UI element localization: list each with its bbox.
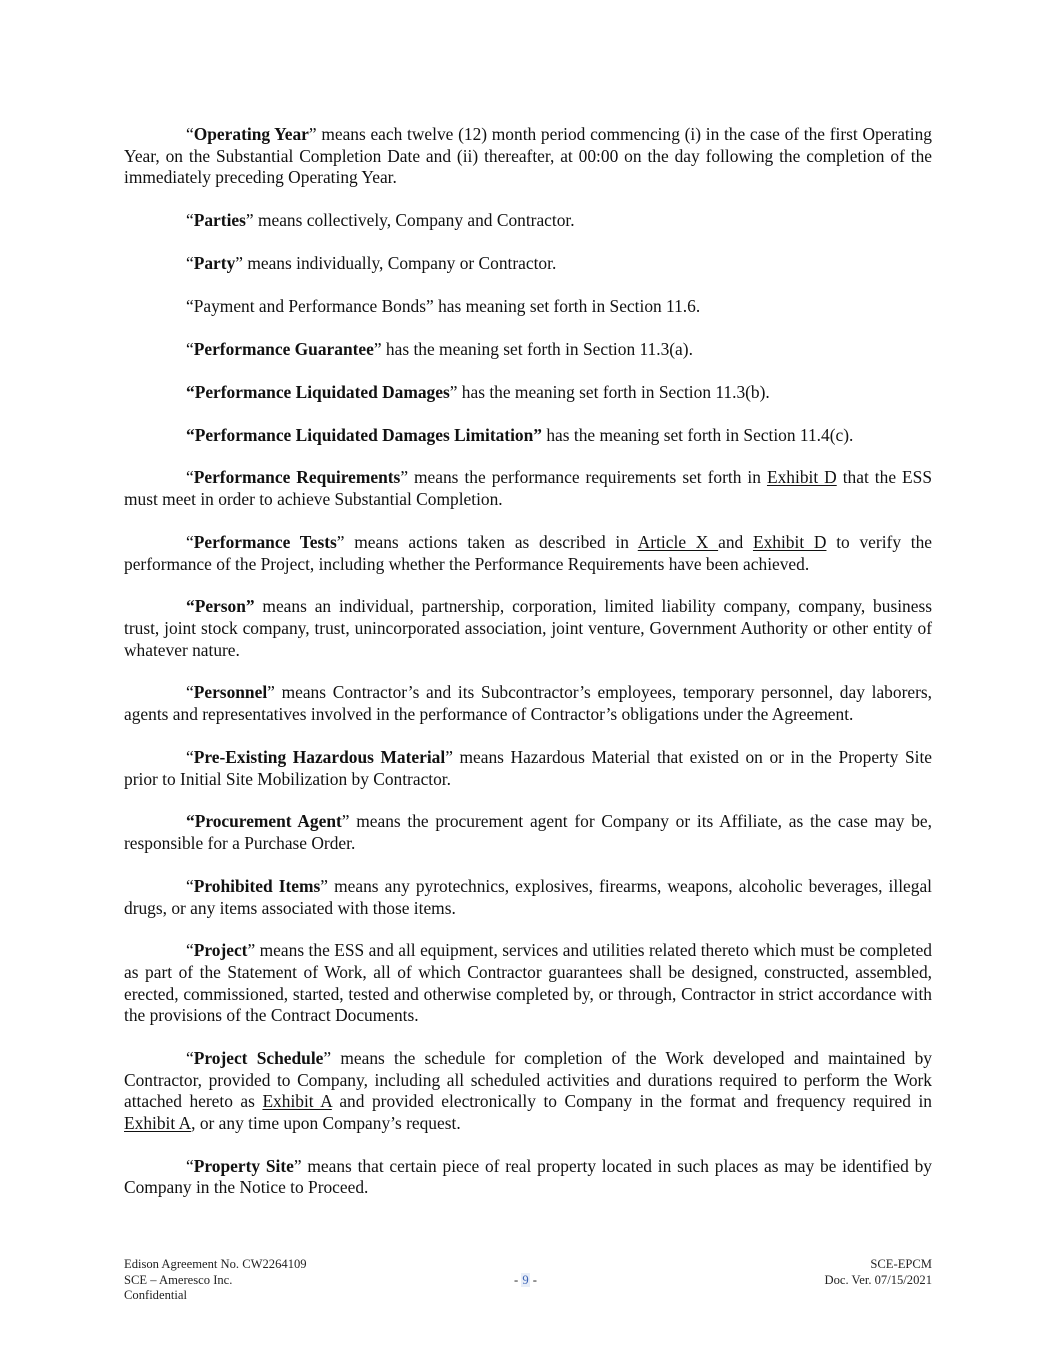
definition-paragraph bbox=[124, 339, 932, 361]
definition-text: ” means any pyrotechnics, explosives, firearms, weapons, alcoholic beverages, illegal drugs, or any items associated with those items. bbox=[124, 875, 933, 918]
definition-text: to verify the performance of the Project, including whether the Performance Requirements have been achieved. bbox=[124, 531, 932, 574]
definition-text: ” means Contractor’s and its Subcontractor’s employees, temporary personnel, day laborers, agents and representatives involved in the performance of Contractor’s obligations under the Agreement. bbox=[124, 682, 932, 725]
definition-text: “ bbox=[186, 1048, 194, 1069]
definition-text: “ bbox=[186, 531, 194, 552]
definition-text: “ bbox=[186, 875, 194, 896]
defined-term: “Performance Liquidated Damages bbox=[186, 381, 450, 402]
definition-text: ” means each twelve (12) month period commencing (i) in the case of the first Operating Year, on the Substantial Completion Date and (ii) thereafter, at 00:00 on the day following the completion of the immediately preceding Operating Year. bbox=[124, 124, 932, 188]
defined-term: Performance Requirements bbox=[193, 467, 401, 488]
defined-term: Party bbox=[193, 252, 236, 273]
definition-text: ” has the meaning set forth in Section 11.3(a). bbox=[373, 338, 693, 359]
page-number: 9 bbox=[522, 1272, 529, 1287]
definition-paragraph bbox=[124, 596, 932, 661]
definition-text: and provided electronically to Company in the format and frequency required in bbox=[331, 1091, 932, 1112]
definition-text: “ bbox=[186, 940, 194, 961]
definition-text: ” means the schedule for completion of the Work developed and maintained by Contractor, provided to Company, including all scheduled activities and durations required to perform the Work attached hereto as bbox=[124, 1048, 932, 1112]
defined-term: Prohibited Items bbox=[193, 875, 321, 896]
defined-term: Project bbox=[193, 940, 248, 961]
definition-text: has the meaning set forth in Section 11.4(c). bbox=[542, 424, 854, 445]
footer-page-number bbox=[514, 1273, 537, 1289]
definition-text: “ bbox=[186, 210, 194, 231]
definition-text: means an individual, partnership, corporation, limited liability company, company, business trust, joint stock company, trust, unincorporated association, joint venture, Government Authority or other entity of whatever nature. bbox=[124, 596, 932, 660]
definition-text: “ bbox=[186, 1155, 194, 1176]
cross-reference-link: Exhibit A bbox=[124, 1112, 192, 1133]
definition-text: ” means Hazardous Material that existed on or in the Property Site prior to Initial Site Mobilization by Contractor. bbox=[124, 746, 933, 789]
definition-text: ” means the performance requirements set forth in bbox=[400, 467, 767, 488]
footer-parties: SCE – Ameresco Inc. bbox=[124, 1272, 233, 1287]
definition-paragraph bbox=[124, 1048, 932, 1134]
definition-text: ” means the procurement agent for Company or its Affiliate, as the case may be, responsible for a Purchase Order. bbox=[124, 811, 932, 854]
definition-text: “ bbox=[186, 467, 194, 488]
defined-term: “Performance Liquidated Damages Limitation” bbox=[186, 424, 542, 445]
footer-confidential: Confidential bbox=[124, 1288, 187, 1302]
definition-text: ” means collectively, Company and Contractor. bbox=[245, 210, 575, 231]
defined-term: Performance Tests bbox=[193, 531, 337, 552]
definition-text: ” has the meaning set forth in Section 11.3(b). bbox=[449, 381, 770, 402]
cross-reference-link: Exhibit D bbox=[752, 531, 827, 552]
definition-paragraph bbox=[124, 940, 932, 1026]
definition-paragraph bbox=[124, 747, 932, 790]
definition-paragraph bbox=[124, 876, 932, 919]
definition-paragraph bbox=[124, 467, 932, 510]
cross-reference-link: Exhibit A bbox=[262, 1091, 332, 1112]
defined-term: Personnel bbox=[193, 682, 268, 703]
footer-doc-version: Doc. Ver. 07/15/2021 bbox=[824, 1272, 932, 1287]
defined-term: Operating Year bbox=[193, 124, 309, 144]
definition-text: “Payment and Performance Bonds” has meaning set forth in Section 11.6. bbox=[186, 295, 701, 316]
definition-text: “ bbox=[186, 682, 194, 703]
definition-text: “ bbox=[186, 252, 194, 273]
defined-term: Performance Guarantee bbox=[193, 338, 374, 359]
defined-term: “Procurement Agent bbox=[186, 811, 342, 832]
definition-text: ” means the ESS and all equipment, services and utilities related thereto which must be completed as part of the Statement of Work, all of which Contractor guarantees shall be designed, constructed, assembled, erected, commissioned, started, tested and otherwise completed by, or through, Contractor in strict accordance with the provisions of the Contract Documents. bbox=[124, 940, 932, 1026]
definition-text: and bbox=[718, 531, 753, 552]
defined-term: Pre-Existing Hazardous Material bbox=[193, 746, 446, 767]
defined-term: Property Site bbox=[193, 1155, 294, 1176]
definition-paragraph bbox=[124, 210, 932, 232]
defined-term: Parties bbox=[193, 210, 246, 231]
footer-right bbox=[824, 1257, 932, 1288]
definition-paragraph bbox=[124, 296, 932, 318]
cross-reference-link: Article X bbox=[637, 531, 719, 552]
definition-paragraph bbox=[124, 124, 932, 189]
definition-paragraph bbox=[124, 425, 932, 447]
definition-text: “ bbox=[186, 746, 194, 767]
definition-text: ” means that certain piece of real property located in such places as may be identified by Company in the Notice to Proceed. bbox=[124, 1155, 932, 1198]
cross-reference-link: Exhibit D bbox=[766, 467, 837, 488]
footer-doc-code: SCE-EPCM bbox=[870, 1257, 932, 1271]
definition-text: that the ESS must meet in order to achieve Substantial Completion. bbox=[124, 467, 933, 510]
defined-term: Project Schedule bbox=[193, 1048, 324, 1069]
footer-left bbox=[124, 1257, 307, 1304]
definition-paragraph bbox=[124, 682, 932, 725]
definition-text: “ bbox=[186, 124, 194, 144]
definition-paragraph bbox=[124, 811, 932, 854]
page-prefix: - bbox=[514, 1272, 522, 1287]
definitions-body bbox=[124, 124, 932, 1220]
defined-term: “Person” bbox=[186, 596, 255, 617]
definition-text: ” means individually, Company or Contractor. bbox=[235, 252, 557, 273]
definition-text: ” means actions taken as described in bbox=[336, 531, 638, 552]
page-suffix: - bbox=[529, 1272, 537, 1287]
definition-text: , or any time upon Company’s request. bbox=[191, 1112, 461, 1133]
definition-paragraph bbox=[124, 253, 932, 275]
definition-text: “ bbox=[186, 338, 194, 359]
definition-paragraph bbox=[124, 382, 932, 404]
definition-paragraph bbox=[124, 532, 932, 575]
definition-paragraph bbox=[124, 1156, 932, 1199]
footer-agreement-number: Edison Agreement No. CW2264109 bbox=[124, 1257, 307, 1271]
